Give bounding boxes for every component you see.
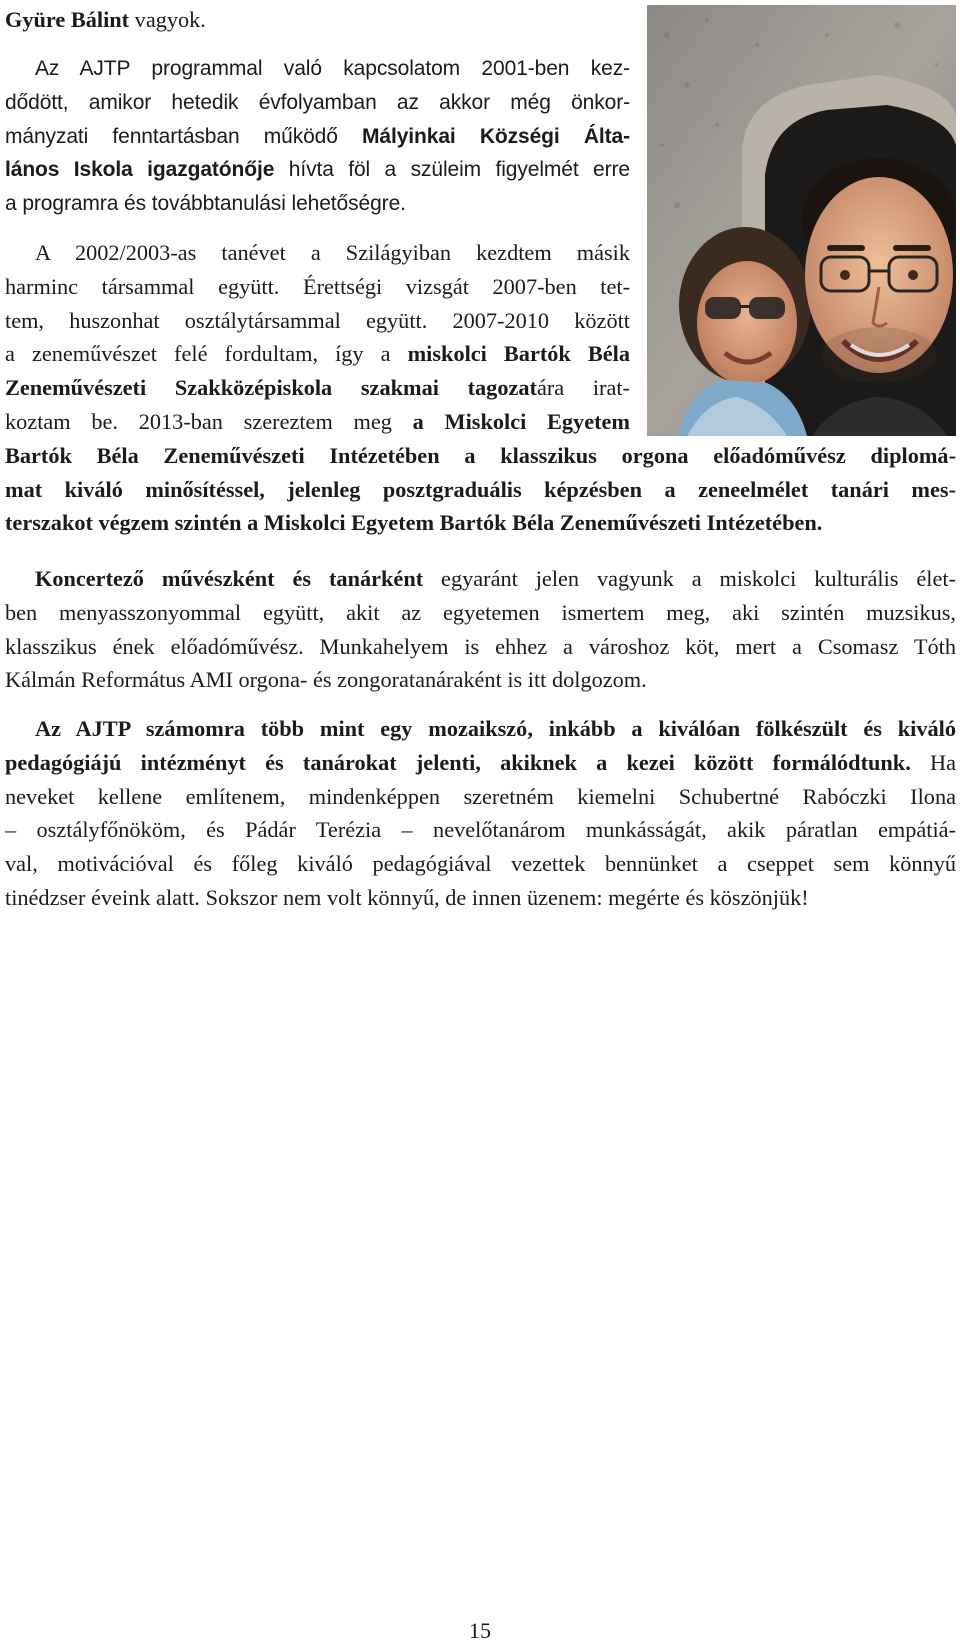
p1-line-2: dődött, amikor hetedik évfolyamban az akkor még önkor- [5, 90, 630, 114]
p4-line-2a: pedagógiájú intézményt és tanárokat jelenti, akiknek a kezei között formálódtunk. [5, 749, 911, 775]
p3-line-2: ben menyasszonyommal együtt, akit az egyetemen ismertem meg, aki szintén muzsikus, [5, 599, 956, 625]
p3-line-4: Kálmán Református AMI orgona- és zongoratanáraként is itt dolgozom. [5, 667, 647, 693]
p3-line-1a: Koncertező művészként és tanárként [35, 566, 424, 591]
p4-line-2 [5, 746, 956, 780]
p1-line-4b: hívta föl a szüleim figyelmét erre [274, 158, 631, 182]
p2-line-6a: koztam be. 2013-ban szereztem meg [5, 408, 413, 434]
p1-line-4a: lános Iskola igazgatónője [5, 158, 275, 182]
p2-line-5b: ára irat- [536, 375, 630, 401]
p4-line-6: tinédzser éveink alatt. Sokszor nem volt könnyű, de innen üzenem: megérte és köszönjük! [5, 884, 809, 910]
intro-rest: vagyok. [129, 7, 206, 32]
p2-line-4 [5, 337, 630, 371]
author-name: Gyüre Bálint [5, 7, 130, 32]
p2-line-6b: a Miskolci Egyetem [412, 408, 630, 434]
p2-line-4a: a zeneművészet felé fordultam, így a [5, 341, 408, 367]
p1-line-3 [5, 120, 630, 154]
p4-line-3: neveket kellene említenem, mindenképpen szeretném kiemelni Schubertné Rabóczki Ilona [5, 783, 956, 809]
p2-line-8: mat kiváló minősítéssel, jelenleg posztgraduális képzésben a zeneelmélet tanári mes- [5, 476, 956, 502]
p1-line-4 [5, 153, 630, 187]
p1-line-1: Az AJTP programmal való kapcsolatom 2001-ben kez- [35, 57, 630, 80]
p2-line-3: tem, huszonhat osztálytársammal együtt. 2007-2010 között [5, 307, 630, 333]
p1-line-3b: Mályinkai Községi Álta- [362, 124, 630, 148]
p2-line-1: A 2002/2003-as tanévet a Szilágyiban kezdtem másik [35, 240, 630, 265]
paragraph-studies [5, 236, 956, 540]
p3-line-1 [5, 562, 956, 596]
p2-line-7: Bartók Béla Zeneművészeti Intézetében a klasszikus orgona előadóművész diplomá- [5, 442, 956, 468]
p3-line-1b: egyaránt jelen vagyunk a miskolci kulturális élet- [423, 566, 956, 591]
intro-paragraph [5, 3, 630, 37]
paragraph-ajtp-meaning [5, 712, 956, 915]
paragraph-concerts [5, 562, 956, 697]
p2-line-5a: Zeneművészeti Szakközépiskola szakmai tagozat [5, 375, 537, 401]
p4-line-2b: Ha [910, 749, 957, 775]
p2-line-9: terszakot végzem szintén a Miskolci Egyetem Bartók Béla Zeneművészeti Intézetében. [5, 510, 823, 536]
p4-line-4: – osztályfőnököm, és Pádár Terézia – nevelőtanárom munkásságát, akik páratlan empátiá- [5, 817, 956, 843]
p2-line-2: harminc társammal együtt. Érettségi vizsgát 2007-ben tet- [5, 273, 630, 299]
p3-line-3: klasszikus ének előadóművész. Munkahelyem is ehhez a városhoz köt, mert a Csomasz Tóth [5, 633, 956, 659]
p2-line-4b: miskolci Bartók Béla [407, 341, 630, 367]
p2-line-5 [5, 371, 630, 405]
p1-line-5: a programra és továbbtanulási lehetőségre. [5, 192, 406, 216]
p2-line-6 [5, 405, 630, 439]
p4-line-5: val, motivációval és főleg kiváló pedagógiával vezettek bennünket a cseppet sem könnyű [5, 851, 956, 877]
page-number: 15 [469, 1618, 491, 1643]
p4-line-1: Az AJTP számomra több mint egy mozaikszó, inkább a kiválóan fölkészült és kiváló [35, 716, 956, 741]
p1-line-3a: mányzati fenntartásban működő [5, 124, 363, 148]
paragraph-ajtp-contact [5, 52, 630, 221]
